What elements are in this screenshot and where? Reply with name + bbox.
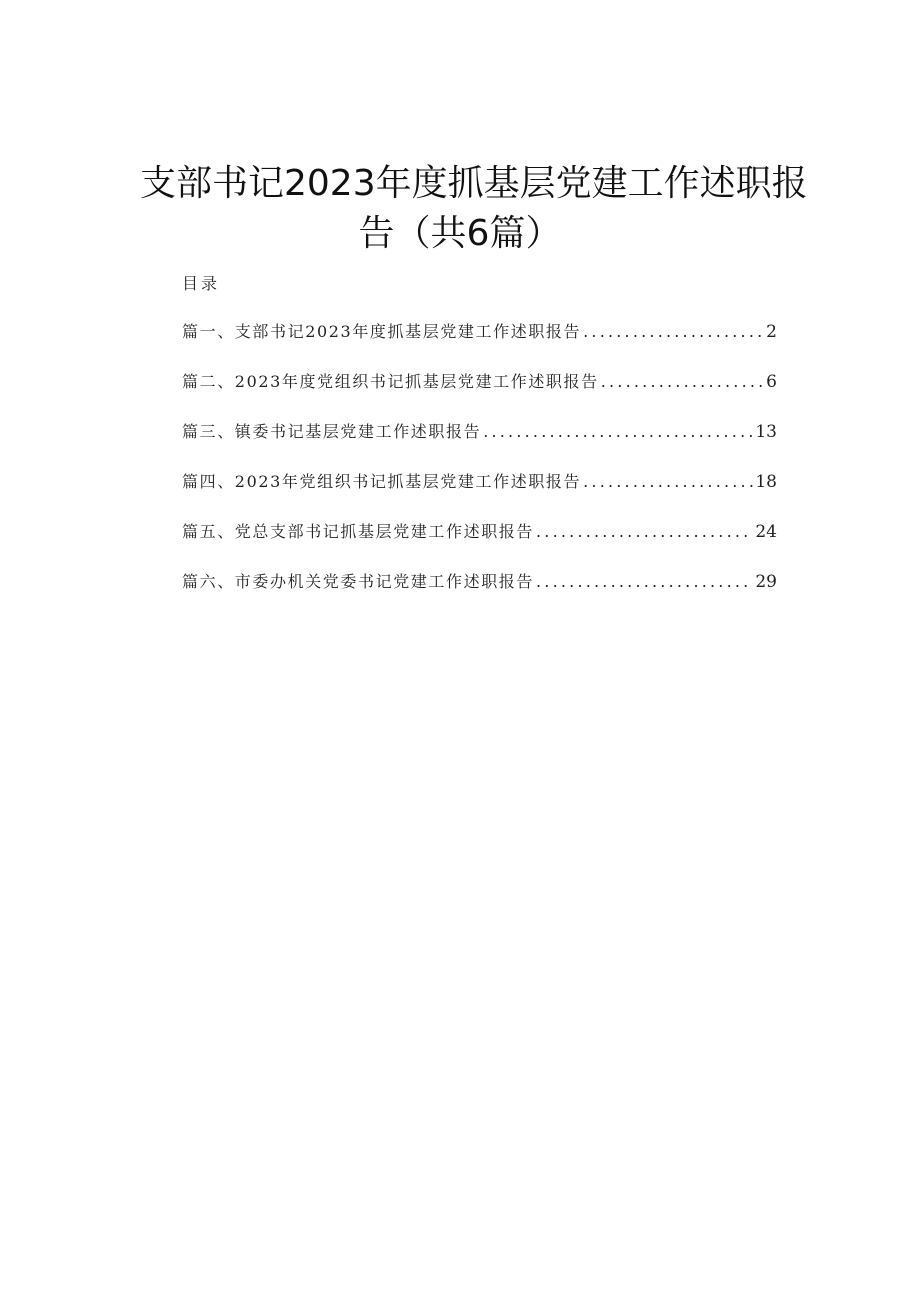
toc-entry-page: 13 (755, 422, 777, 442)
title-line-2: 告（共6篇） (358, 213, 562, 255)
toc-entry-6[interactable] (182, 570, 777, 620)
toc-entry-page: 29 (755, 572, 777, 592)
table-of-contents (182, 320, 777, 620)
toc-entry-page: 2 (766, 322, 777, 342)
toc-entry-label: 篇六、市委办机关党委书记党建工作述职报告 (182, 572, 535, 591)
document-title (140, 159, 808, 259)
toc-entry-label: 篇四、2023年党组织书记抓基层党建工作述职报告 (182, 472, 582, 491)
title-line-1: 支部书记2023年度抓基层党建工作述职报 (140, 163, 808, 205)
toc-dot-leader (483, 420, 753, 444)
toc-entry-label: 篇三、镇委书记基层党建工作述职报告 (182, 422, 482, 441)
toc-dot-leader (583, 320, 764, 344)
toc-entry-label: 篇一、支部书记2023年度抓基层党建工作述职报告 (182, 322, 582, 341)
toc-entry-page: 24 (755, 522, 777, 542)
toc-entry-5[interactable] (182, 520, 777, 570)
toc-dot-leader (583, 470, 753, 494)
toc-entry-page: 18 (755, 472, 777, 492)
toc-entry-4[interactable] (182, 470, 777, 520)
toc-entry-label: 篇五、党总支部书记抓基层党建工作述职报告 (182, 522, 535, 541)
toc-entry-page: 6 (766, 372, 777, 392)
toc-entry-1[interactable] (182, 320, 777, 370)
toc-entry-2[interactable] (182, 370, 777, 420)
toc-dot-leader (536, 520, 753, 544)
toc-heading: 目录 (182, 274, 221, 293)
toc-dot-leader (601, 370, 764, 394)
toc-entry-3[interactable] (182, 420, 777, 470)
toc-entry-label: 篇二、2023年度党组织书记抓基层党建工作述职报告 (182, 372, 599, 391)
toc-dot-leader (536, 570, 753, 594)
